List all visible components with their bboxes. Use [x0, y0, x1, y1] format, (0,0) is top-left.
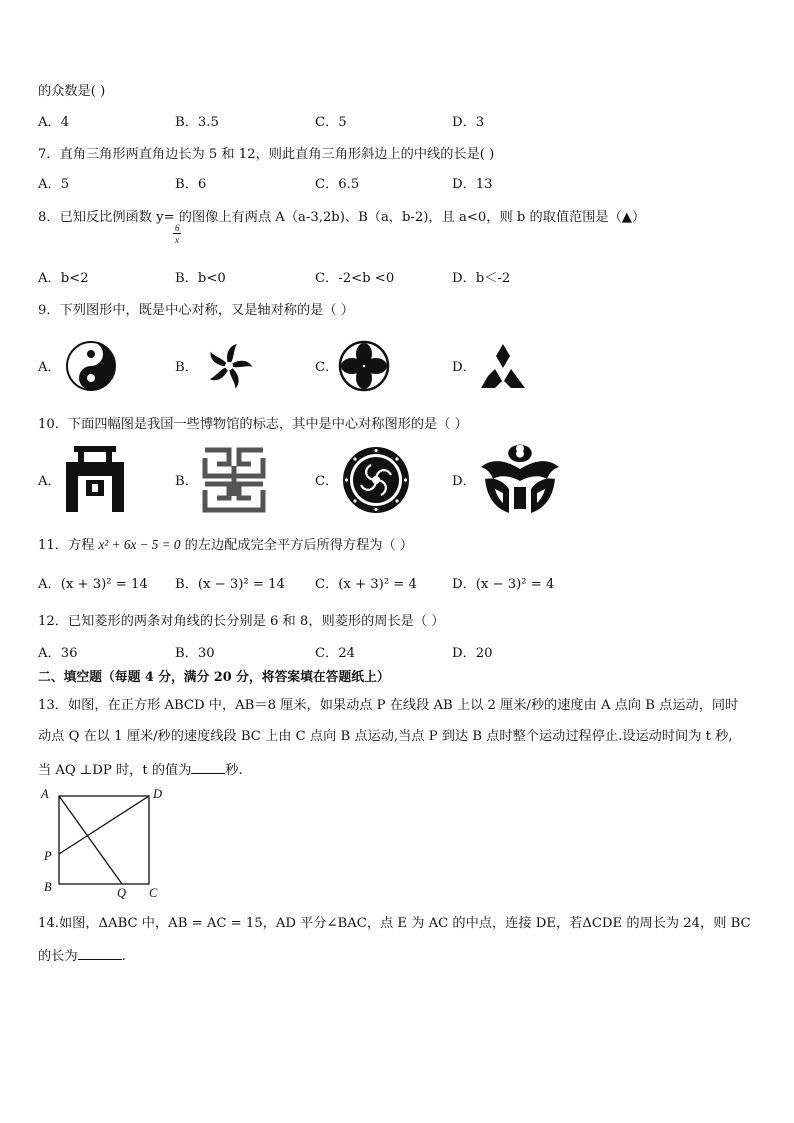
q7-option-b: B．6 [175, 177, 207, 192]
q10-label-d: D． [452, 474, 476, 489]
three-diamonds-icon [477, 342, 529, 390]
fig-label-p: P [44, 849, 52, 863]
q10-label-b: B． [175, 474, 198, 489]
fig-label-q: Q [117, 886, 127, 900]
q12-option-b: B．30 [175, 646, 215, 661]
q11-stem-b: 的左边配成完全平方后所得方程为（ ） [180, 538, 414, 553]
swirl-ring-logo-icon [341, 445, 411, 515]
q12-stem: 12．已知菱形的两条对角线的长分别是 6 和 8，则菱形的周长是（ ） [38, 614, 445, 629]
q10-stem: 10．下面四幅图是我国一些博物馆的标志，其中是中心对称图形的是（ ） [38, 417, 468, 432]
q8-frac-denominator: x [175, 235, 179, 245]
fig-label-d: D [153, 787, 163, 801]
q6-stem-tail: 的众数是( ) [38, 84, 106, 99]
q9-stem: 9．下列图形中，既是中心对称，又是轴对称的是（ ） [38, 303, 354, 318]
q11-option-a: A．(x + 3)² = 14 [38, 577, 148, 592]
q9-label-a: A． [38, 360, 61, 375]
yin-yang-icon [65, 340, 117, 392]
q7-option-d: D．13 [452, 177, 493, 192]
q8-stem-rest: 的图像上有两点 A（a-3,2b)、B（a，b-2)，且 a<0，则 b 的取值范围是（▲） [174, 210, 646, 225]
maze-square-logo-icon [201, 446, 267, 514]
q8-stem [38, 209, 645, 227]
q8-stem-start: 8．已知反比例函数 y= [38, 210, 175, 225]
q11-stem [38, 536, 413, 555]
q14-answer-blank [78, 946, 122, 960]
q14-line-2-b: . [121, 949, 126, 964]
q6-option-b: B．3.5 [175, 115, 219, 130]
q12-option-a: A．36 [38, 646, 78, 661]
q13-line-3-a: 当 AQ ⊥DP 时，t 的值为 [38, 763, 192, 778]
four-petal-circle-icon [338, 340, 390, 392]
q11-stem-a: 11．方程 [38, 538, 99, 553]
q13-line-1: 13．如图，在正方形 ABCD 中，AB＝8 厘米，如果动点 P 在线段 AB 上以 2 厘米/秒的速度由 A 点向 B 点运动，同时 [38, 698, 739, 713]
q14-line-1: 14.如图，ΔABC 中，AB = AC = 15，AD 平分∠BAC，点 E 为 AC 的中点，连接 DE，若ΔCDE 的周长为 24，则 BC [38, 916, 751, 931]
q14-line-2 [38, 946, 126, 966]
q7-stem: 7．直角三角形两直角边长为 5 和 12，则此直角三角形斜边上的中线的长是( ) [38, 147, 495, 162]
q12-option-c: C．24 [315, 646, 356, 661]
q6-option-a: A．4 [38, 115, 70, 130]
q6-option-d: D．3 [452, 115, 485, 130]
q11-option-d: D．(x − 3)² = 4 [452, 577, 555, 592]
q11-option-c: C．(x + 3)² = 4 [315, 577, 417, 592]
section-2-title: 二、填空题（每题 4 分，满分 20 分，将答案填在答题纸上） [38, 670, 390, 685]
q8-option-b: B．b<0 [175, 271, 226, 286]
q14-line-2-a: 的长为 [38, 949, 78, 964]
q8-option-a: A．b<2 [38, 271, 89, 286]
q8-option-c: C．-2<b <0 [315, 271, 395, 286]
bird-shield-logo-icon [479, 443, 561, 517]
q6-option-c: C．5 [315, 115, 347, 130]
q7-option-c: C．6.5 [315, 177, 360, 192]
q9-label-c: C． [315, 360, 339, 375]
q10-label-a: A． [38, 474, 61, 489]
q13-line-2: 动点 Q 在以 1 厘米/秒的速度线段 BC 上由 C 点向 B 点运动,当点 P 到达 B 点时整个运动过程停止.设运动时间为 t 秒, [38, 729, 733, 744]
q7-option-a: A．5 [38, 177, 70, 192]
q12-option-d: D．20 [452, 646, 493, 661]
bronze-gate-logo-icon [64, 446, 126, 514]
q9-label-d: D． [452, 360, 476, 375]
q13-line-3-b: 秒. [225, 763, 243, 778]
fig-label-c: C [149, 886, 158, 900]
q11-option-b: B．(x − 3)² = 14 [175, 577, 285, 592]
fig-label-a: A [41, 787, 49, 801]
q10-label-c: C． [315, 474, 339, 489]
q8-option-d: D．b＜-2 [452, 271, 511, 286]
fig-label-b: B [44, 880, 52, 894]
q13-answer-blank [191, 760, 225, 774]
q8-frac-numerator: 6 [175, 223, 180, 233]
q8-frac-bar [173, 233, 181, 234]
pinwheel-flower-icon [203, 340, 255, 392]
q13-line-3 [38, 760, 243, 780]
q9-label-b: B． [175, 360, 198, 375]
q11-equation: x² + 6x − 5 = 0 [98, 537, 181, 552]
